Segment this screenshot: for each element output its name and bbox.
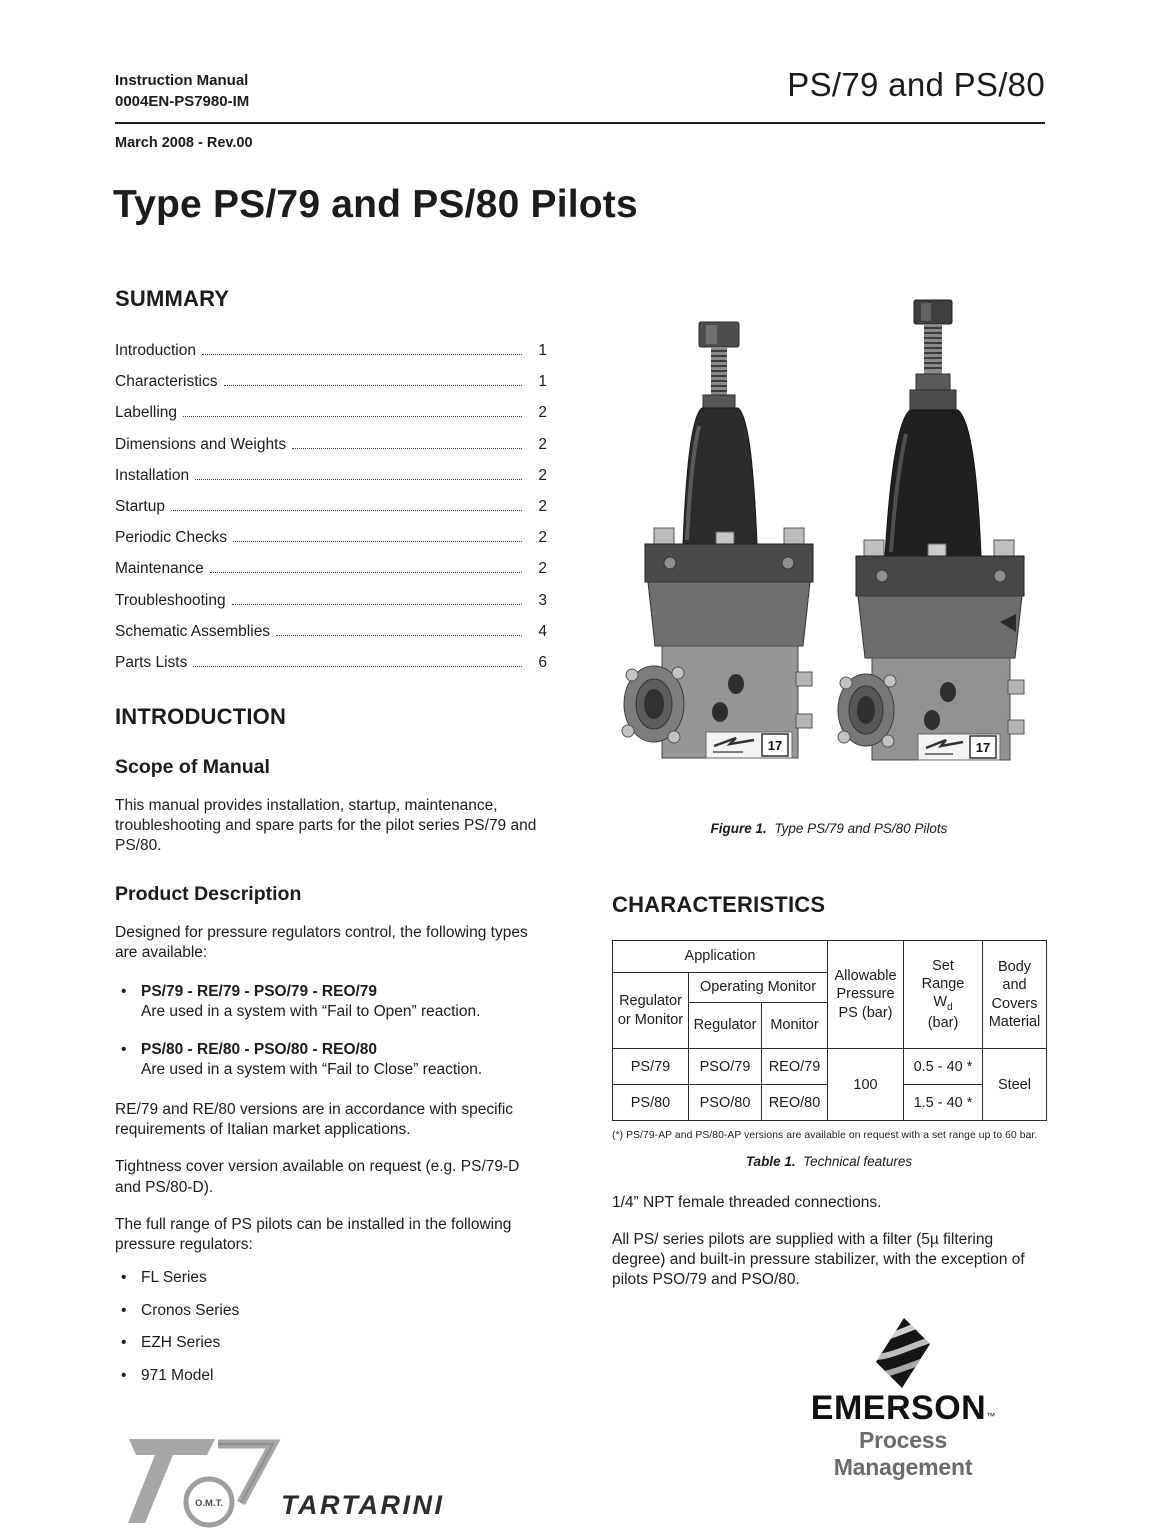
dot-leader (292, 448, 522, 449)
cell-set-range-80: 1.5 - 40 * (904, 1085, 983, 1121)
toc-entry: Dimensions and Weights 2 (115, 435, 547, 453)
table1-caption: Table 1. Technical features (745, 1154, 913, 1169)
figure1-caption: Figure 1. Type PS/79 and PS/80 Pilots (710, 821, 948, 836)
cell-reo79: REO/79 (762, 1049, 828, 1085)
th-operating-monitor: Operating Monitor (689, 973, 828, 1003)
filter-para: All PS/ series pilots are supplied with a filter (5µ filtering degree) and built-in pressure stabilizer, with the exception of pilots PSO/79 and PSO/80. (612, 1231, 1025, 1289)
regulator-series-item: • Cronos Series (115, 1302, 547, 1320)
toc-entry: Periodic Checks 2 (115, 529, 547, 547)
bullet-icon: • (121, 982, 127, 1000)
table-footnote: (*) PS/79-AP and PS/80-AP versions are available on request with a set range up to 60 bar. (612, 1130, 1038, 1141)
doc-type: Instruction Manual (115, 72, 249, 89)
pilot-types-80: PS/80 - RE/80 - PSO/80 - REO/80 (141, 1040, 378, 1058)
th-regulator: Regulator (689, 1003, 762, 1049)
svg-text:O.M.T.: O.M.T. (195, 1497, 223, 1509)
regulator-series-item: • EZH Series (115, 1334, 547, 1352)
characteristics-heading: CHARACTERISTICS (612, 892, 826, 917)
bullet-icon: • (121, 1334, 127, 1352)
toc-entry: Parts Lists 6 (115, 653, 547, 671)
th-application: Application (613, 941, 828, 973)
toc-entry: Characteristics 1 (115, 373, 547, 391)
cell-ps79: PS/79 (613, 1049, 689, 1085)
header-divider (115, 122, 1045, 124)
figure1-photo (598, 294, 1060, 769)
th-body-material: Body and Covers Material (983, 941, 1047, 1049)
dot-leader (224, 385, 523, 386)
th-regulator-or-monitor: Regulator or Monitor (613, 973, 689, 1049)
regulator-series-item: • 971 Model (115, 1367, 547, 1385)
tartarini-emblem-icon (115, 1427, 287, 1531)
cell-set-range-79: 0.5 - 40 * (904, 1049, 983, 1085)
toc-entry: Startup 2 (115, 497, 547, 515)
cell-body-material: Steel (983, 1049, 1047, 1121)
regulator-series-item: • FL Series (115, 1269, 547, 1287)
italian-market-para: RE/79 and RE/80 versions are in accordance with specific requirements of Italian market applications. (115, 1101, 514, 1139)
emerson-tagline: Process Management (833, 1426, 973, 1480)
dot-leader (171, 510, 522, 511)
cell-pso80: PSO/80 (689, 1085, 762, 1121)
dot-leader (232, 604, 522, 605)
cell-pso79: PSO/79 (689, 1049, 762, 1085)
tightness-cover-para: Tightness cover version available on request (e.g. PS/79-D and PS/80-D). (115, 1158, 520, 1196)
tartarini-wordmark: TARTARINI (281, 1489, 445, 1520)
scope-heading: Scope of Manual (115, 755, 270, 778)
svg-text:17: 17 (767, 738, 783, 753)
dot-leader (193, 666, 522, 667)
left-column (115, 286, 547, 1531)
characteristics-table (612, 940, 1047, 1121)
full-range-para: The full range of PS pilots can be installed in the following pressure regulators: (115, 1215, 512, 1253)
doc-identifier (115, 70, 249, 112)
pilot-type-bullet (115, 982, 547, 1022)
product-description-intro: Designed for pressure regulators control, the following types are available: (115, 924, 528, 962)
product-name-header: PS/79 and PS/80 (787, 66, 1045, 103)
toc-entry: Schematic Assemblies 4 (115, 622, 547, 640)
pilot-types-80-desc: Are used in a system with “Fail to Close” reaction. (141, 1061, 483, 1078)
tartarini-logo (115, 1427, 547, 1531)
dot-leader (233, 541, 522, 542)
dot-leader (195, 479, 522, 480)
dot-leader (202, 354, 522, 355)
cell-reo80: REO/80 (762, 1085, 828, 1121)
pilot-type-bullet (115, 1040, 547, 1080)
toc-entry: Troubleshooting 3 (115, 591, 547, 609)
toc-entry: Labelling 2 (115, 404, 547, 422)
trademark-symbol: ™ (986, 1410, 996, 1421)
cell-ps80: PS/80 (613, 1085, 689, 1121)
th-monitor: Monitor (762, 1003, 828, 1049)
summary-heading: SUMMARY (115, 286, 230, 311)
bullet-icon: • (121, 1269, 127, 1287)
pilot-ps79 (622, 322, 813, 758)
scope-body: This manual provides installation, startup, maintenance, troubleshooting and spare parts for the pilot series PS/79 and PS/80. (115, 796, 537, 855)
product-description-heading: Product Description (115, 883, 302, 906)
dot-leader (183, 416, 522, 417)
doc-number: 0004EN-PS7980-IM (115, 93, 250, 110)
th-set-range: Set Range $W_d$ (bar) (904, 941, 983, 1049)
pilot-ps80 (838, 300, 1024, 760)
emerson-logo (788, 1317, 1018, 1481)
page-title: Type PS/79 and PS/80 Pilots (113, 183, 638, 226)
pilots-illustration (598, 294, 1060, 764)
bullet-icon: • (121, 1301, 127, 1319)
dot-leader (276, 635, 522, 636)
emerson-diamond-icon (874, 1317, 932, 1389)
emerson-wordmark: EMERSON (810, 1388, 987, 1427)
pilot-types-79-desc: Are used in a system with “Fail to Open” reaction. (141, 1002, 481, 1020)
connections-para: 1/4” NPT female threaded connections. (612, 1194, 882, 1211)
bullet-icon: • (121, 1366, 127, 1384)
bullet-icon: • (121, 1040, 127, 1058)
toc-entry: Maintenance 2 (115, 560, 547, 578)
th-allowable-pressure: Allowable Pressure PS (bar) (828, 941, 904, 1049)
right-column (612, 286, 1046, 1481)
toc-entry: Introduction 1 (115, 342, 547, 359)
svg-text:17: 17 (975, 740, 991, 755)
dot-leader (210, 572, 522, 573)
page-header (115, 66, 1045, 112)
cell-allowable-pressure: 100 (828, 1049, 904, 1121)
table-of-contents (115, 342, 547, 672)
toc-entry: Installation 2 (115, 466, 547, 484)
pilot-types-79: PS/79 - RE/79 - PSO/79 - REO/79 (141, 982, 378, 1000)
date-revision: March 2008 - Rev.00 (115, 135, 253, 151)
introduction-heading: INTRODUCTION (115, 703, 287, 729)
